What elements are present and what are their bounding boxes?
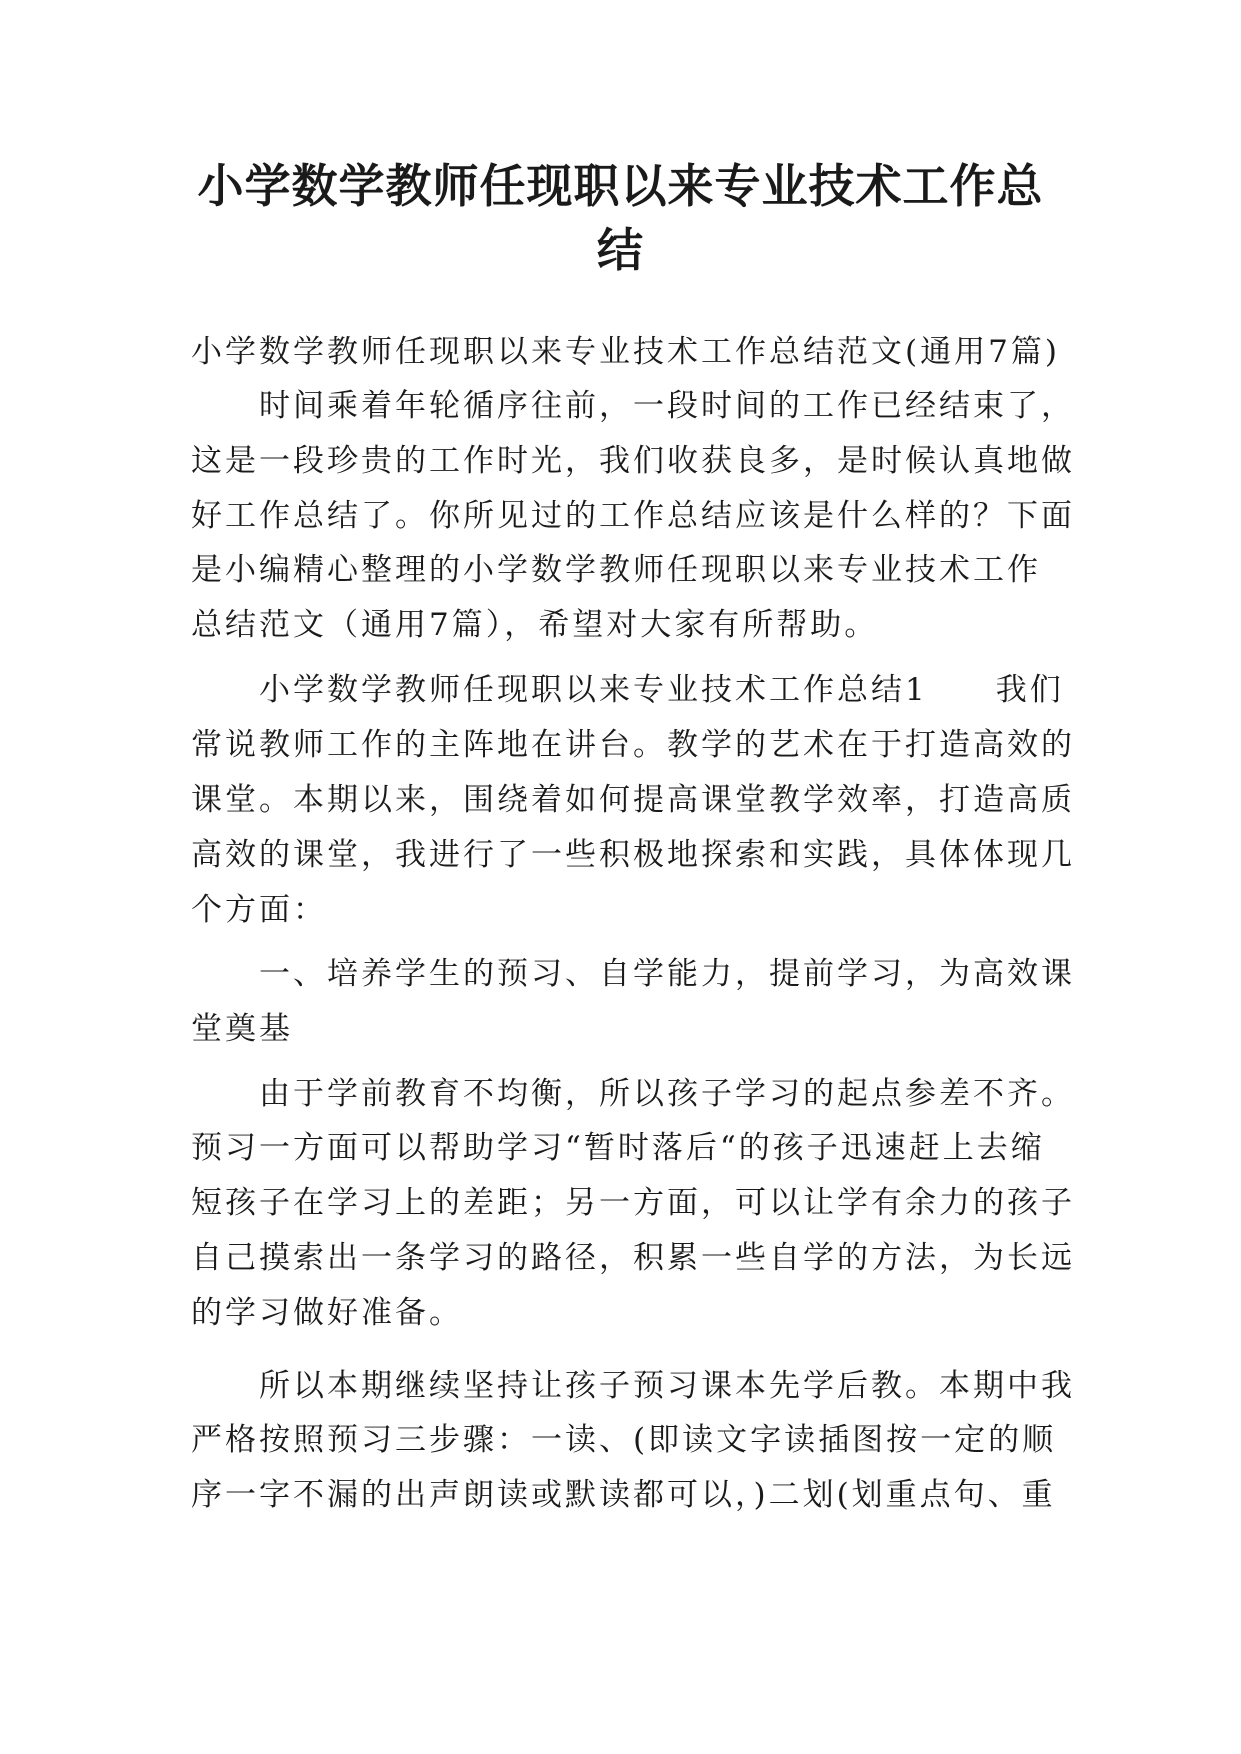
- paragraph-line: 严格按照预习三步骤：一读、(即读文字读插图按一定的顺: [191, 1422, 1057, 1458]
- document-title-line-1: 小学数学教师任现职以来专业技术工作总: [197, 159, 1044, 213]
- paragraph-line: 好工作总结了。你所见过的工作总结应该是什么样的？下面: [191, 498, 1075, 534]
- paragraph-line: 时间乘着年轮循序往前，一段时间的工作已经结束了，: [191, 388, 1075, 424]
- paragraph-line: 由于学前教育不均衡，所以孩子学习的起点参差不齐。: [191, 1076, 1075, 1112]
- paragraph-line: 预习一方面可以帮助学习“暂时落后“的孩子迅速赶上去缩: [191, 1130, 1045, 1166]
- section-heading-line: 堂奠基: [191, 1011, 293, 1047]
- paragraph-line: 个方面：: [191, 892, 327, 928]
- paragraph-line: 高效的课堂，我进行了一些积极地探索和实践，具体体现几: [191, 837, 1075, 873]
- section-heading-line: 一、培养学生的预习、自学能力，提前学习，为高效课: [191, 956, 1075, 992]
- subtitle-line: 小学数学教师任现职以来专业技术工作总结范文(通用7篇): [191, 334, 1060, 370]
- paragraph-line: 的学习做好准备。: [191, 1295, 463, 1331]
- document-title-line-2: 结: [597, 223, 644, 277]
- paragraph-line: 所以本期继续坚持让孩子预习课本先学后教。本期中我: [191, 1368, 1075, 1404]
- paragraph-line: 这是一段珍贵的工作时光，我们收获良多，是时候认真地做: [191, 443, 1075, 479]
- paragraph-line: 短孩子在学习上的差距；另一方面，可以让学有余力的孩子: [191, 1185, 1075, 1221]
- paragraph-line: 总结范文（通用7篇），希望对大家有所帮助。: [191, 607, 879, 643]
- paragraph-line: 常说教师工作的主阵地在讲台。教学的艺术在于打造高效的: [191, 727, 1075, 763]
- paragraph-line: 是小编精心整理的小学数学教师任现职以来专业技术工作: [191, 552, 1041, 588]
- paragraph-line: 小学数学教师任现职以来专业技术工作总结1 我们: [191, 672, 1064, 708]
- paragraph-line: 课堂。本期以来，围绕着如何提高课堂教学效率，打造高质: [191, 782, 1075, 818]
- paragraph-line: 自己摸索出一条学习的路径，积累一些自学的方法，为长远: [191, 1240, 1075, 1276]
- paragraph-line: 序一字不漏的出声朗读或默读都可以，)二划(划重点句、重: [191, 1477, 1056, 1513]
